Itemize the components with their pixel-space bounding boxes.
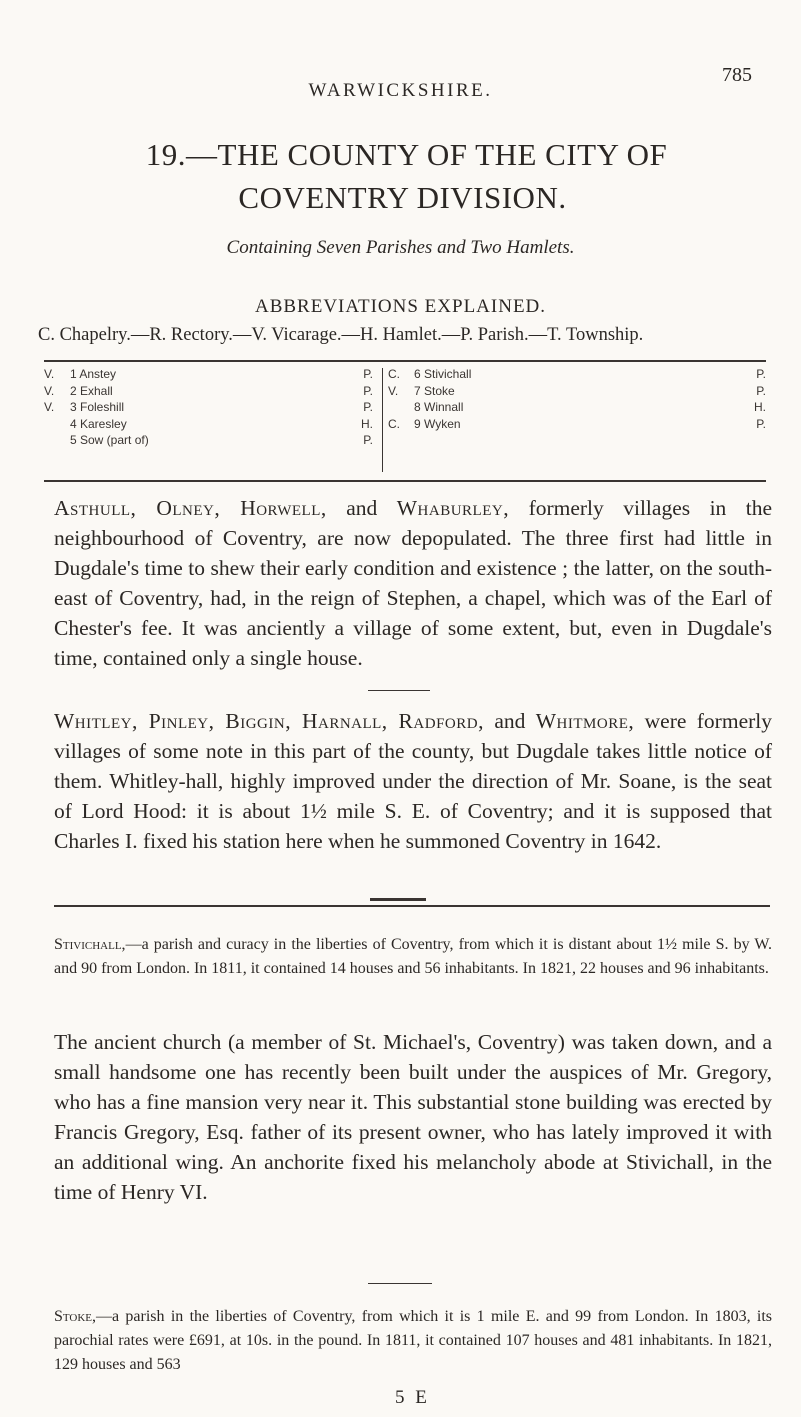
row-name: 2 Exhall <box>70 383 113 398</box>
row-name: 3 Foleshill <box>70 400 125 414</box>
parish-table-divider <box>382 368 383 472</box>
row-type: P. <box>363 433 373 447</box>
abbreviations-line: C. Chapelry.—R. Rectory.—V. Vicarage.—H. Hamlet.—P. Parish.—T. Township. <box>38 325 644 345</box>
table-row <box>44 366 379 383</box>
row-name: 1 Anstey <box>70 367 117 381</box>
row-type: P. <box>756 416 766 431</box>
row-prefix: V. <box>44 383 55 398</box>
paragraph-asthull-lead2: Whaburley, <box>396 496 510 520</box>
section-title-line-2: COVENTRY DIVISION. <box>238 180 567 215</box>
paragraph-asthull-lead: Asthull, Olney, Horwell, <box>54 496 327 520</box>
paragraph-whitley-lead: Whitley, Pinley, Biggin, Harnall, Radford, <box>54 709 484 733</box>
paragraph-asthull-and: and <box>346 496 378 520</box>
page-number: 785 <box>722 64 752 86</box>
abbreviations-heading: ABBREVIATIONS EXPLAINED. <box>254 296 547 317</box>
row-name: 6 Stivichall <box>414 367 472 381</box>
paragraph-whitley <box>54 706 772 856</box>
table-row <box>388 416 766 433</box>
row-type: P. <box>756 367 766 381</box>
row-type: P. <box>363 383 373 398</box>
signature-mark: 5 E <box>395 1387 430 1408</box>
section-title-line-1: 19.—THE COUNTY OF THE CITY OF <box>145 137 668 172</box>
table-row <box>388 399 766 416</box>
row-name: 4 Karesley <box>70 416 127 431</box>
row-type: H. <box>361 416 373 431</box>
row-prefix: V. <box>388 383 399 398</box>
row-name: 7 Stoke <box>414 383 455 398</box>
row-name: 8 Winnall <box>414 400 464 414</box>
paragraph-whitley-lead2: Whitmore, <box>535 709 635 733</box>
paragraph-whitley-text: were formerly villages of some note in this part of the county, but Dugdale takes little notice of them. Whitley-hall, highly improved under the direction of Mr. Soane, is the seat of Lord Hood: it is about 1½ mile S. E. of Coventry; and it is supposed that Charles I. fixed his station here when he summoned Coventry in 1642. <box>54 709 772 853</box>
entry-stivichall-lead: Stivichall, <box>54 936 126 953</box>
entry-stoke <box>54 1305 772 1377</box>
table-row <box>388 366 766 383</box>
table-row <box>388 383 766 400</box>
row-prefix: V. <box>44 400 55 414</box>
row-type: P. <box>756 383 766 398</box>
table-row <box>44 399 379 416</box>
row-prefix: C. <box>388 367 400 381</box>
table-row <box>44 383 379 400</box>
parish-table-right-column <box>388 366 766 432</box>
entry-stoke-lead: Stoke, <box>54 1308 97 1325</box>
parish-table-left-column <box>44 366 379 449</box>
table-row <box>44 432 379 449</box>
entry-stivichall <box>54 933 772 981</box>
entry-stivichall-text: —a parish and curacy in the liberties of Coventry, from which it is distant about 1½ mile S. by W. and 90 from London. In 1811, it contained 14 houses and 56 inhabitants. In 1821, 22 houses and 96 inhabitants. <box>54 936 772 977</box>
row-name: 5 Sow (part of) <box>70 433 149 447</box>
row-type: H. <box>754 400 766 414</box>
paragraph-separator-2 <box>368 1283 432 1284</box>
row-name: 9 Wyken <box>414 416 461 431</box>
running-head: WARWICKSHIRE. <box>308 80 493 101</box>
paragraph-whitley-and: and <box>494 709 526 733</box>
paragraph-asthull-text: formerly villages in the neighbourhood of Coventry, are now depopulated. The three first had little in Dugdale's time to shew their early condition and existence ; the latter, on the south-east of Coventry, had, in the reign of Stephen, a chapel, which was of the Earl of Chester's fee. It was anciently a village of some extent, but, even in Dugdale's time, contained only a single house. <box>54 496 773 670</box>
paragraph-separator <box>368 690 430 691</box>
row-type: P. <box>363 367 373 381</box>
table-top-rule <box>44 360 766 362</box>
paragraph-church: The ancient church (a member of St. Michael's, Coventry) was taken down, and a small handsome one has recently been built under the auspices of Mr. Gregory, who has a fine mansion very near it. This substantial stone building was erected by Francis Gregory, Esq. father of its present owner, who has lately improved it with an additional wing. An anchorite fixed his melancholy abode at Stivichall, in the time of Henry VI. <box>54 1030 772 1204</box>
table-bottom-rule <box>44 480 766 482</box>
row-type: P. <box>363 400 373 414</box>
section-subtitle: Containing Seven Parishes and Two Hamlets. <box>226 237 575 258</box>
paragraph-asthull <box>54 493 772 673</box>
table-row <box>44 416 379 433</box>
section-separator-short <box>370 898 426 901</box>
entry-stoke-text: —a parish in the liberties of Coventry, from which it is 1 mile E. and 99 from London. In 1803, its parochial rates were £691, at 10s. in the pound. In 1811, it contained 107 houses and 481 inhabitants. In 1821, 129 houses and 563 <box>54 1308 772 1373</box>
section-separator-long <box>54 905 770 907</box>
parish-table <box>44 366 766 480</box>
row-prefix: V. <box>44 367 55 381</box>
row-prefix: C. <box>388 416 400 431</box>
